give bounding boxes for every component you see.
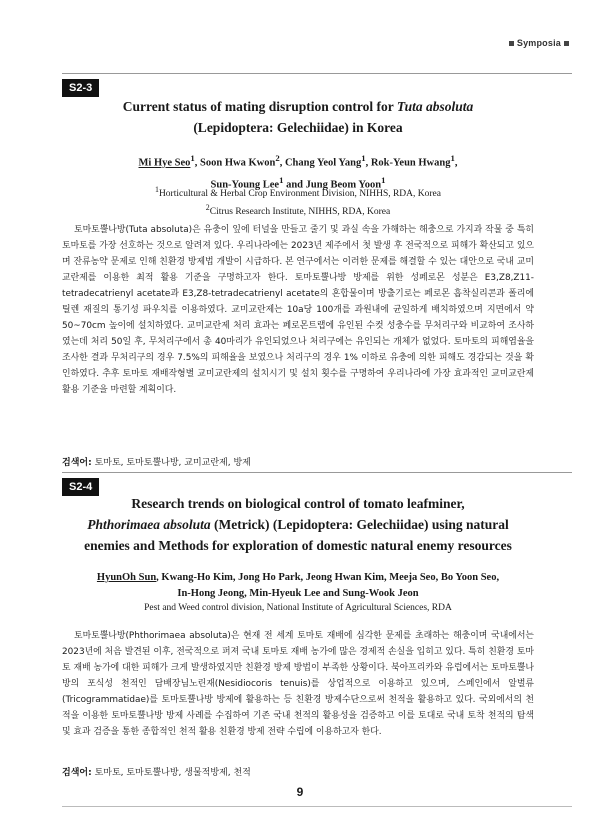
affiliation-line: Pest and Weed control division, National Institute of Agricultural Sciences, RDA <box>144 603 452 613</box>
section-rule <box>62 73 572 74</box>
keywords <box>62 456 534 470</box>
header-label: Symposia <box>516 38 561 48</box>
square-bullet-icon <box>509 41 514 46</box>
title-line: Research trends on biological control of tomato leafminer, <box>131 496 465 511</box>
keywords-label: 검색어: <box>62 768 92 778</box>
keywords-label: 검색어: <box>62 458 92 468</box>
title-line: Current status of mating disruption control for Tuta absoluta <box>122 99 474 114</box>
author-line: Sun-Young Lee$^1$ and Jung Beom Yoon$^1$ <box>210 174 386 190</box>
affiliation-line: $^1$Horticultural & Herbal Crop Environment Division, NIHHS, RDA, Korea <box>154 185 441 200</box>
keywords-value: 토마토, 토마토뿔나방, 생물적방제, 천적 <box>94 768 251 778</box>
author-line: Mi Hye Seo$^1$, Soon Hwa Kwon$^2$, Chang Yeol Yang$^1$, Rok-Yeun Hwang$^1$, <box>138 153 458 169</box>
abstract-body: 토마토뿔나방(Phthorimaea absoluta)은 현재 전 세계 토마토 재배에 심각한 문제를 초래하는 해충이며 국내에서는 2023년에 처음 발견된 이후, 전국적으로 퍼져 국내 토마토 재배 농가에 많은 경제적 손실을 입히고 있다. 특히 친환경 토마토 재배 농가에 대한 피해가 크게 발생하였지만 친환경 방제 방법이 부족한 상황이다. 북아프리카와 유럽에서는 토마토뿔나방의 포식성 천적인 담배장님노린재(Nesidiocoris tenuis)를 상업적으로 이용하고 있으며, 스페인에서 알벌류(Tricogrammatidae)를 토마토뿔나방 방제에 활용하는 등 친환경 방제수단으로써 천적을 활용하고 있다. 국외에서의 천적을 이용한 토마토뿔나방 방제 사례를 수집하여 기존 국내 천적의 활용성을 검증하고 이를 토대로 국내 토착 천적의 탐색 및 효과 검증을 통한 종합적인 천적 활용 친환경 방제 전략 수립에 이용하고자 한다. <box>62 631 534 737</box>
author-line: In-Hong Jeong, Min-Hyeuk Lee and Sung-Wook Jeon <box>177 588 419 599</box>
affiliation-line: $^2$Citrus Research Institute, NIHHS, RDA, Korea <box>205 203 391 218</box>
affiliations <box>62 183 534 219</box>
square-bullet-icon <box>564 41 569 46</box>
title-line: Phthorimaea absoluta (Metrick) (Lepidoptera: Gelechiidae) using natural <box>87 517 509 532</box>
footer-rule <box>62 806 572 807</box>
page-number: 9 <box>296 785 304 799</box>
title-line: (Lepidoptera: Gelechiidae) in Korea <box>193 120 403 135</box>
abstract-title <box>62 493 534 556</box>
affiliations <box>62 602 534 615</box>
author-list <box>62 570 534 602</box>
abstract-body: 토마토뿔나방(Tuta absoluta)은 유충이 잎에 터널을 만들고 줄기 및 과실 속을 가해하는 해충으로 가지과 작물 중 특히 토마토를 가장 선호하는 것으로 알려져 있다. 우리나라에는 2023년 제주에서 첫 발생 후 전국적으로 피해가 확산되고 있으며 잔류농약 문제로 인해 친환경 방제법 개발이 시급하다. 본 연구에서는 이러한 문제를 해결할 수 있는 대안으로 국내 교미교란제를 이용한 최적 활용 기준을 구명하고자 한다. 토마토뿔나방 방제를 위한 성페로몬 성분은 E3,Z8,Z11-tetradecatrienyl acetate과 E3,Z8-tetradecatrienyl acetate의 혼합물이며 방출기로는 페로몬 흡착실리콘과 폴리에틸렌 재질의 통기성 파우치를 이용하였다. 교미교란제는 10a당 100개를 과원내에 균일하게 배치하였으며 지면에서 약 50~70cm 높이에 설치하였다. 교미교란제 처리 효과는 페로몬트랩에 유인된 수컷 성충수를 무처리구와 비교하여 조사하였는데 처리 50일 후, 무처리구에서 총 40마리가 유인되었으나 처리구에는 유인되는 개체가 없었다. 토마토의 피해엽율을 조사한 결과 무처리구의 경우 7.5%의 피해율을 보였으나 처리구의 경우 1% 이하로 유충에 의한 피해도 경감되는 것을 확인하였다. 추후 토마토 재배작형별 교미교란제의 설치시기 및 설치 횟수를 구명하여 우리나라에 가장 효과적인 교미교란제 활용 기준을 마련할 계획이다. <box>62 225 534 395</box>
title-line: enemies and Methods for exploration of domestic natural enemy resources <box>84 538 512 553</box>
running-header <box>506 38 572 48</box>
author-line: HyunOh Sun, Kwang-Ho Kim, Jong Ho Park, Jeong Hwan Kim, Meeja Seo, Bo Yoon Seo, <box>96 572 500 583</box>
abstract-title <box>62 96 534 138</box>
keywords <box>62 766 534 780</box>
section-tag: S2-4 <box>62 478 99 496</box>
keywords-value: 토마토, 토마토뿔나방, 교미교란제, 방제 <box>94 458 251 468</box>
section-tag: S2-3 <box>62 79 99 97</box>
section-rule <box>62 472 572 473</box>
